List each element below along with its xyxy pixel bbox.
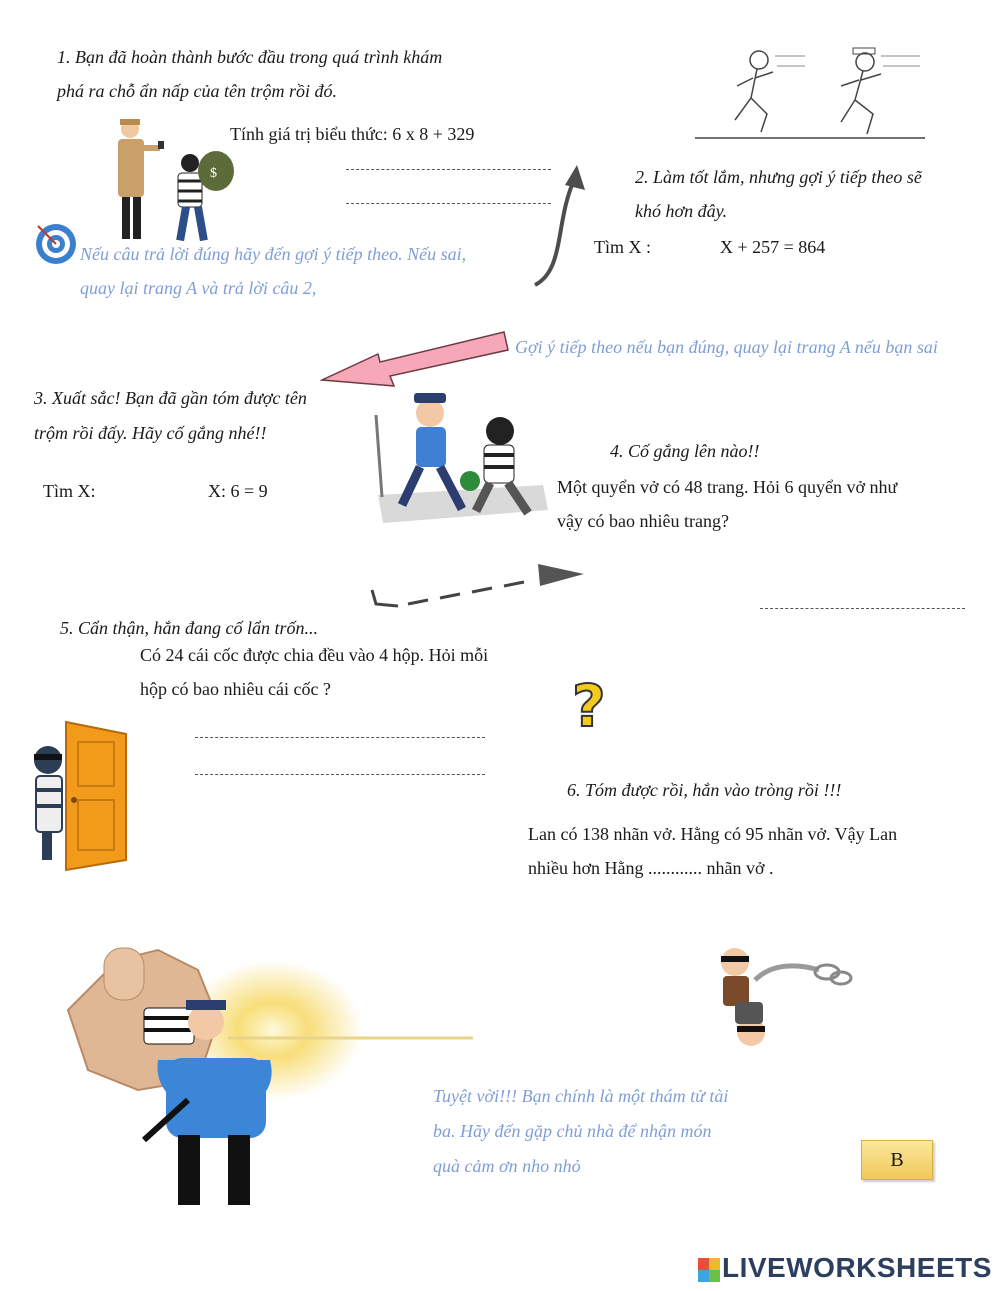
q2-intro-line2: khó hơn đây. bbox=[635, 201, 728, 221]
police-catching-thief-illustration bbox=[48, 930, 478, 1215]
q4-title: 4. Cố gắng lên nào!! bbox=[610, 441, 760, 461]
q6-line1: Lan có 138 nhãn vở. Hằng có 95 nhãn vở. Vậy Lan bbox=[528, 824, 898, 844]
ending-line3: quà cảm ơn nho nhỏ bbox=[433, 1156, 581, 1176]
question-mark-icon: ? bbox=[572, 672, 606, 740]
q3-intro-line1: 3. Xuất sắc! Bạn đã gần tóm được tên bbox=[34, 388, 307, 408]
chained-thieves-illustration bbox=[695, 940, 855, 1062]
q6-title: 6. Tóm được rồi, hắn vào tròng rồi !!! bbox=[567, 780, 842, 800]
q4-line1: Một quyển vở có 48 trang. Hỏi 6 quyển vở như bbox=[557, 477, 898, 497]
chase-sketch-illustration bbox=[695, 40, 930, 142]
q3-label: Tìm X: bbox=[43, 481, 96, 501]
q1-intro-line1: 1. Bạn đã hoàn thành bước đầu trong quá trình khám bbox=[57, 47, 443, 67]
q2-equation: X + 257 = 864 bbox=[720, 237, 826, 257]
liveworksheets-logo-icon bbox=[698, 1258, 720, 1282]
q5-title: 5. Cẩn thận, hắn đang cố lẩn trốn... bbox=[60, 618, 319, 638]
thief-behind-door-illustration bbox=[28, 720, 132, 872]
q5-line1: Có 24 cái cốc được chia đều vào 4 hộp. Hỏi mỗi bbox=[140, 645, 489, 665]
q1-intro-line2: phá ra chỗ ẩn nấp của tên trộm rồi đó. bbox=[57, 81, 337, 101]
q6-line2: nhiều hơn Hằng ............ nhãn vở . bbox=[528, 858, 774, 878]
page-b-button[interactable]: B bbox=[861, 1140, 933, 1180]
police-chasing-thief-illustration bbox=[368, 385, 550, 530]
q1-task: Tính giá trị biểu thức: 6 x 8 + 329 bbox=[230, 124, 475, 144]
target-icon bbox=[34, 222, 78, 266]
q5-answer-line-1[interactable] bbox=[195, 737, 485, 738]
q5-answer-line-2[interactable] bbox=[195, 774, 485, 775]
q2-intro-line1: 2. Làm tốt lắm, nhưng gợi ý tiếp theo sẽ bbox=[635, 167, 922, 187]
q4-answer-line[interactable] bbox=[760, 608, 965, 609]
q1-answer-line-2[interactable] bbox=[346, 203, 551, 204]
dashed-arrow-right-icon bbox=[368, 560, 588, 612]
brand-name: LIVEWORKSHEETS bbox=[722, 1252, 992, 1283]
q3-intro-line2: trộm rồi đấy. Hãy cố gắng nhé!! bbox=[34, 423, 267, 443]
svg-text:$: $ bbox=[210, 166, 217, 181]
q3-equation: X: 6 = 9 bbox=[208, 481, 268, 501]
curved-arrow-up-icon bbox=[525, 160, 595, 290]
arrow-hint: Gợi ý tiếp theo nếu bạn đúng, quay lại trang A nếu bạn sai bbox=[515, 337, 938, 357]
q1-hint-line2: quay lại trang A và trả lời câu 2, bbox=[80, 278, 317, 298]
q2-label: Tìm X : bbox=[594, 237, 651, 257]
detective-thief-illustration bbox=[100, 115, 240, 245]
ending-line1: Tuyệt vời!!! Bạn chính là một thám tử tài bbox=[433, 1086, 729, 1106]
q4-line2: vậy có bao nhiêu trang? bbox=[557, 511, 729, 531]
ending-line2: ba. Hãy đến gặp chủ nhà để nhận món bbox=[433, 1121, 712, 1141]
q1-answer-line-1[interactable] bbox=[346, 169, 551, 170]
pink-arrow-left-icon bbox=[320, 328, 510, 390]
q5-line2: hộp có bao nhiêu cái cốc ? bbox=[140, 679, 331, 699]
q1-hint-line1: Nếu câu trả lời đúng hãy đến gợi ý tiếp theo. Nếu sai, bbox=[80, 244, 467, 264]
